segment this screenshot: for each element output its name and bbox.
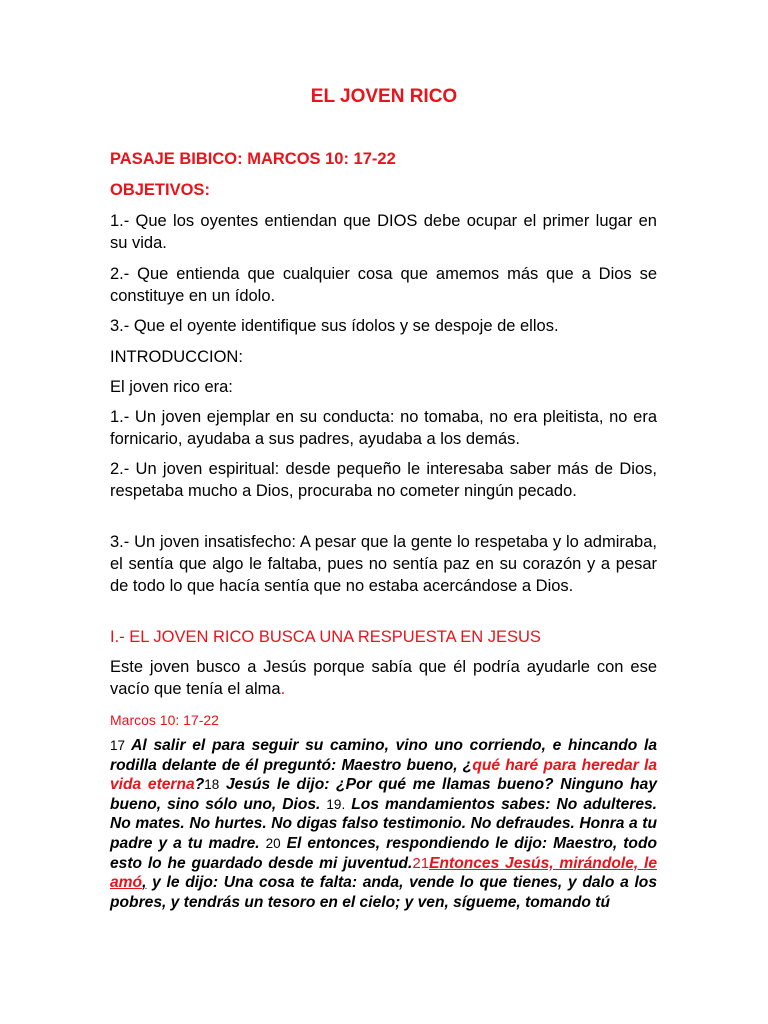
objective-1: 1.- Que los oyentes entiendan que DIOS debe ocupar el primer lugar en su vida. bbox=[110, 212, 657, 252]
intro-point-2: 2.- Un joven espiritual: desde pequeño le interesaba saber más de Dios, respetaba mucho a Dios, procuraba no cometer ningún pecado. bbox=[110, 460, 657, 500]
verse-number-21: 21 bbox=[412, 854, 430, 872]
verse-number-17: 17 bbox=[110, 738, 126, 753]
bible-passage-reference: PASAJE BIBICO: MARCOS 10: 17-22 bbox=[110, 150, 396, 168]
verse-18-text: Jesús le dijo: ¿Por qué me llamas bueno? Ninguno hay bueno, sino sólo uno, Dios. bbox=[110, 776, 658, 813]
introduction-heading: INTRODUCCION: bbox=[110, 348, 243, 366]
section-1-period: . bbox=[280, 680, 286, 698]
scripture-reference: Marcos 10: 17-22 bbox=[110, 712, 219, 728]
objectives-heading: OBJETIVOS: bbox=[110, 181, 210, 199]
objective-2: 2.- Que entienda que cualquier cosa que amemos más que a Dios se constituye en un ídolo. bbox=[110, 265, 657, 305]
verse-number-19: 19. bbox=[326, 796, 346, 812]
verse-number-20: 20 bbox=[265, 835, 281, 851]
verse-21-highlight: Entonces Jesús, mirándole, le amó bbox=[110, 854, 657, 892]
section-1-heading: I.- EL JOVEN RICO BUSCA UNA RESPUESTA EN JESUS bbox=[110, 628, 541, 646]
verse-17-end: ? bbox=[194, 776, 205, 794]
intro-point-1: 1.- Un joven ejemplar en su conducta: no tomaba, no era pleitista, no era fornicario, ayudaba a sus padres, ayudaba a los demás. bbox=[110, 408, 657, 448]
section-1-text-body: Este joven busco a Jesús porque sabía que él podría ayudarle con ese vacío que tenía el alma bbox=[110, 658, 657, 698]
section-1-text bbox=[110, 656, 657, 700]
verse-17-question: qué haré para heredar la vida eterna bbox=[110, 756, 658, 794]
verse-19-text: Los mandamientos sabes: No adulteres. No mates. No hurtes. No digas falso testimonio. No defraudes. Honra a tu padre y a tu madre. bbox=[110, 795, 657, 852]
document-title: EL JOVEN RICO bbox=[310, 86, 458, 107]
verse-17-text: Al salir el para seguir su camino, vino uno corriendo, e hincando la rodilla delante de él preguntó: Maestro bueno, ¿ bbox=[110, 737, 657, 774]
objective-3: 3.- Que el oyente identifique sus ídolos y se despoje de ellos. bbox=[110, 317, 559, 335]
verse-21-text: y le dijo: Una cosa te falta: anda, vende lo que tienes, y dalo a los pobres, y tendrás un tesoro en el cielo; y ven, sígueme, tomando tú bbox=[110, 874, 657, 911]
intro-point-3: 3.- Un joven insatisfecho: A pesar que la gente lo respetaba y lo admiraba, el sentía que algo le faltaba, pues no sentía paz en su corazón y a pesar de todo lo que hacía sentía que no estaba acercándose a Dios. bbox=[110, 533, 657, 595]
verse-20-text: El entonces, respondiendo le dijo: Maestro, todo esto lo he guardado desde mi juventud. bbox=[110, 834, 657, 872]
verse-number-18: 18 bbox=[204, 777, 220, 793]
introduction-lead: El joven rico era: bbox=[110, 378, 233, 396]
verse-21-comma: , bbox=[142, 874, 147, 892]
scripture-passage bbox=[110, 736, 657, 912]
